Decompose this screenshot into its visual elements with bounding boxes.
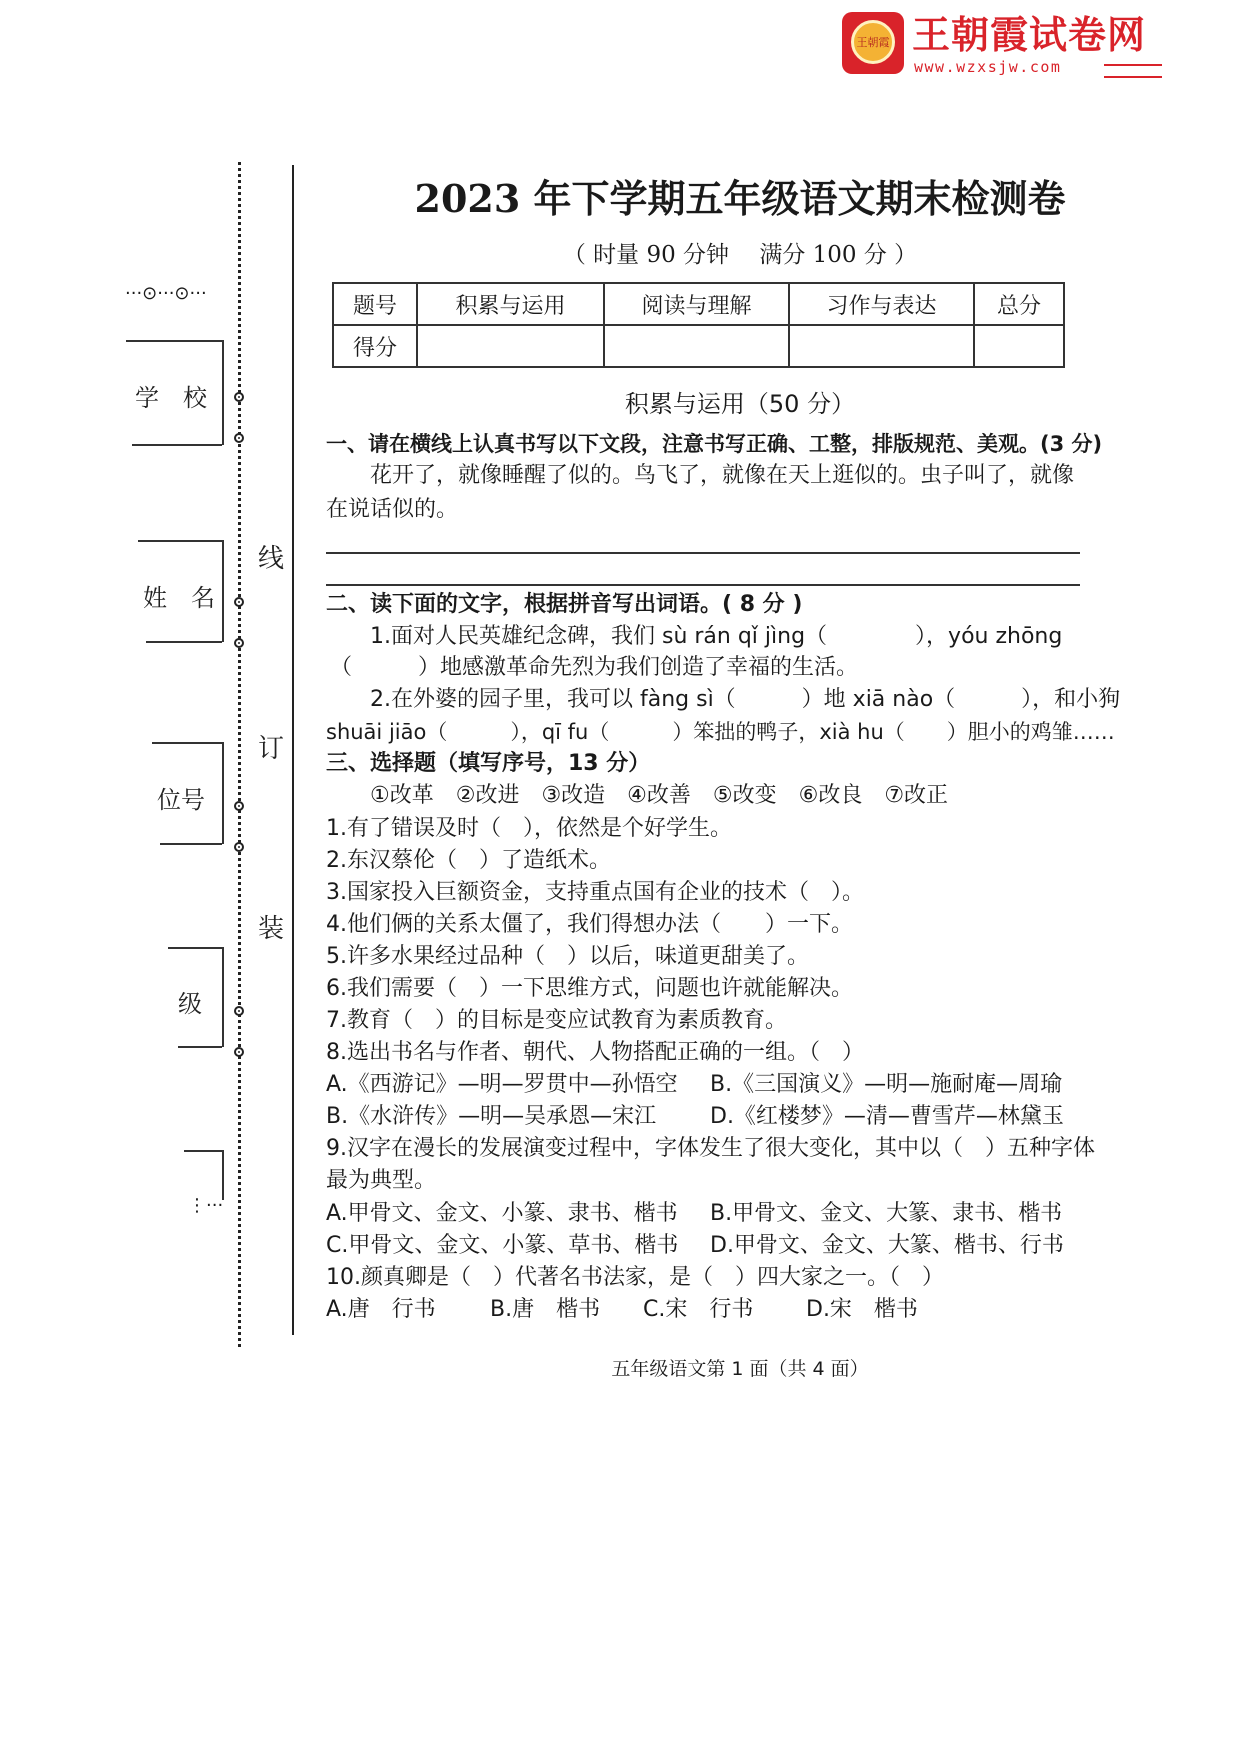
q2-heading: 二、读下面的文字，根据拼音写出词语。( 8 分 )	[326, 592, 803, 617]
side-form-line	[152, 742, 222, 744]
q8-option-b: B.《三国演义》—明—施耐庵—周瑜	[710, 1072, 1063, 1097]
q3-item: 8.选出书名与作者、朝代、人物搭配正确的一组。（ ）	[326, 1040, 864, 1065]
q3-item: 4.他们俩的关系太僵了，我们得想办法（ ）一下。	[326, 912, 853, 937]
site-logo	[842, 12, 1162, 74]
logo-decoration	[1104, 64, 1162, 78]
score-input-cell[interactable]	[604, 325, 789, 367]
q10-option-c: C.宋 行书	[643, 1297, 754, 1322]
q2-line: 1.面对人民英雄纪念碑，我们 sù rán qǐ jìng（ ），yóu zhōng	[370, 624, 1063, 649]
binding-char-zhuang: 装	[258, 914, 285, 944]
score-table-cell: 题号	[333, 283, 417, 325]
exam-subtitle: （ 时量 90 分钟 满分 100 分 ）	[562, 242, 918, 268]
q9-option-d: D.甲骨文、金文、大篆、楷书、行书	[710, 1233, 1064, 1258]
score-table-cell: 得分	[333, 325, 417, 367]
class-label: 级	[178, 990, 202, 1018]
q2-line: 2.在外婆的园子里，我可以 fàng sì（ ）地 xiā nào（ ），和小狗	[370, 687, 1121, 712]
binding-top-dots: ···⊙···⊙···	[125, 283, 207, 304]
q1-writing-line[interactable]	[326, 584, 1080, 586]
q1-writing-line[interactable]	[326, 552, 1080, 554]
q10-stem: 10.颜真卿是（ ）代著名书法家，是（ ）四大家之一。（ ）	[326, 1265, 944, 1290]
name-field-line[interactable]	[146, 641, 222, 643]
binding-char-ding: 订	[258, 734, 285, 764]
score-table	[332, 282, 1065, 368]
page-footer: 五年级语文第 1 面（共 4 面）	[611, 1358, 869, 1380]
side-form-line	[222, 947, 224, 1047]
side-form-line	[222, 340, 224, 445]
score-table-cell: 阅读与理解	[604, 283, 789, 325]
seat-number-field-line[interactable]	[160, 843, 222, 845]
binding-hole-icon	[234, 801, 244, 811]
q8-option-a: A.《西游记》—明—罗贯中—孙悟空	[326, 1072, 678, 1097]
binding-dotted-line	[238, 162, 241, 1347]
binding-hole-icon	[234, 433, 244, 443]
score-input-cell[interactable]	[789, 325, 974, 367]
side-form-line	[126, 340, 222, 342]
logo-badge-icon: 王朝霞	[842, 12, 904, 74]
binding-solid-line	[292, 165, 294, 1335]
side-form-line	[168, 947, 222, 949]
q1-heading: 一、请在横线上认真书写以下文段，注意书写正确、工整，排版规范、美观。(3 分)	[326, 432, 1103, 456]
score-table-cell: 总分	[974, 283, 1064, 325]
score-table-cell: 积累与运用	[417, 283, 604, 325]
q10-option-b: B.唐 楷书	[490, 1297, 601, 1322]
q9-option-b: B.甲骨文、金文、大篆、隶书、楷书	[710, 1201, 1063, 1226]
q8-option-d: D.《红楼梦》—清—曹雪芹—林黛玉	[710, 1104, 1064, 1129]
q8-option-c: B.《水浒传》—明—吴承恩—宋江	[326, 1104, 657, 1129]
exam-title: 2023 年下学期五年级语文期末检测卷	[414, 176, 1066, 221]
q3-item: 7.教育（ ）的目标是变应试教育为素质教育。	[326, 1008, 787, 1033]
logo-title: 王朝霞试卷网	[912, 13, 1147, 57]
binding-hole-icon	[234, 597, 244, 607]
score-table-header-row	[333, 283, 1064, 325]
score-input-cell[interactable]	[974, 325, 1064, 367]
q3-heading: 三、选择题（填写序号，13 分）	[326, 751, 651, 776]
q3-options: ①改革 ②改进 ③改造 ④改善 ⑤改变 ⑥改良 ⑦改正	[370, 783, 949, 808]
score-table-cell: 习作与表达	[789, 283, 974, 325]
binding-hole-icon	[234, 1047, 244, 1057]
q3-item: 5.许多水果经过品种（ ）以后，味道更甜美了。	[326, 944, 809, 969]
q2-line: （ ）地感激革命先烈为我们创造了幸福的生活。	[330, 655, 859, 680]
score-input-cell[interactable]	[417, 325, 604, 367]
binding-hole-icon	[234, 1006, 244, 1016]
class-field-line[interactable]	[178, 1046, 222, 1048]
seat-number-label: 位号	[157, 786, 205, 814]
binding-char-xian: 线	[258, 544, 285, 574]
logo-url: www.wzxsjw.com	[914, 58, 1062, 76]
q9-option-a: A.甲骨文、金文、小篆、隶书、楷书	[326, 1201, 678, 1226]
q9-option-c: C.甲骨文、金文、小篆、草书、楷书	[326, 1233, 679, 1258]
q10-option-a: A.唐 行书	[326, 1297, 436, 1322]
binding-hole-icon	[234, 392, 244, 402]
side-form-line	[222, 540, 224, 642]
binding-hole-icon	[234, 842, 244, 852]
name-label: 姓 名	[143, 584, 215, 612]
q3-item: 3.国家投入巨额资金，支持重点国有企业的技术（ ）。	[326, 880, 864, 905]
side-form-line	[138, 540, 222, 542]
binding-hole-icon	[234, 638, 244, 648]
q2-line: shuāi jiāo（ ），qī fu（ ）笨拙的鸭子，xià hu（ ）胆小的鸡雏……	[326, 720, 1115, 744]
q1-passage-line: 花开了，就像睡醒了似的。鸟飞了，就像在天上逛似的。虫子叫了，就像	[370, 463, 1075, 488]
q3-item: 2.东汉蔡伦（ ）了造纸术。	[326, 848, 611, 873]
section-title: 积累与运用（50 分）	[624, 390, 856, 418]
q9-stem: 9.汉字在漫长的发展演变过程中，字体发生了很大变化，其中以（ ）五种字体	[326, 1136, 1095, 1161]
score-table-score-row	[333, 325, 1064, 367]
q10-option-d: D.宋 楷书	[806, 1297, 918, 1322]
school-field-line[interactable]	[132, 444, 222, 446]
side-form-line	[222, 742, 224, 844]
q9-stem-cont: 最为典型。	[326, 1168, 437, 1193]
q1-passage-line: 在说话似的。	[326, 497, 459, 522]
binding-bottom-dots: ⋮···	[188, 1195, 224, 1216]
school-label: 学 校	[135, 384, 207, 412]
side-form-line	[184, 1150, 222, 1152]
q3-item: 6.我们需要（ ）一下思维方式，问题也许就能解决。	[326, 976, 853, 1001]
q3-item: 1.有了错误及时（ ），依然是个好学生。	[326, 816, 732, 841]
